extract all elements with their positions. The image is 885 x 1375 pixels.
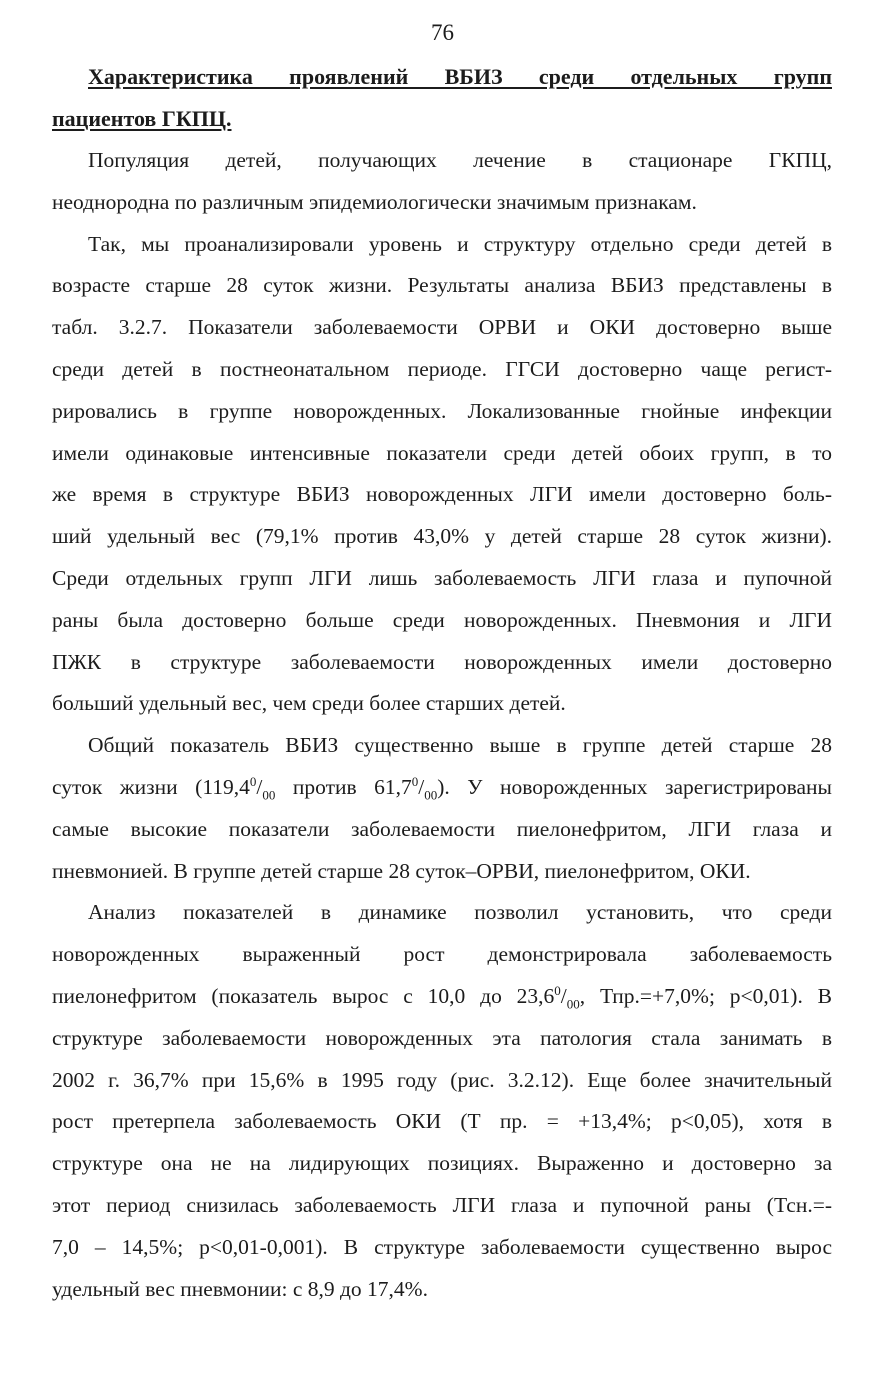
paragraph-2 <box>52 224 832 726</box>
text-line: структуре она не на лидирующих позициях. Выраженно и достоверно за <box>52 1151 832 1176</box>
text-line: неоднородна по различным эпидемиологически значимым признакам. <box>52 189 697 214</box>
text-segment: пиелонефритом (показатель вырос с 10,0 до 23,6 <box>52 983 555 1008</box>
section-heading <box>52 56 832 140</box>
text-segment: / <box>256 774 263 799</box>
text-line: рост претерпела заболеваемость ОКИ (Т пр. = +13,4%; p<0,05), хотя в <box>52 1109 832 1134</box>
subscript: 00 <box>424 787 438 803</box>
text-segment: / <box>560 983 567 1008</box>
body-text <box>52 140 832 1310</box>
section-heading-line-2: пациентов ГКПЦ. <box>52 106 232 131</box>
superscript: 0 <box>554 982 561 998</box>
superscript: 0 <box>411 773 419 789</box>
text-line-with-permille <box>52 976 832 1018</box>
text-segment: суток жизни (119,4 <box>52 774 250 799</box>
text-segment: против 61,7 <box>275 774 412 799</box>
text-line: среди детей в постнеонатальном периоде. ГГСИ достоверно чаще регист- <box>52 356 832 381</box>
paragraph-1 <box>52 140 832 224</box>
text-line: Общий показатель ВБИЗ существенно выше в группе детей старше 28 <box>88 733 832 758</box>
text-segment: , Тпр.=+7,0%; p<0,01). В <box>579 983 832 1008</box>
text-segment: ). У новорожденных зарегистрированы <box>437 774 832 799</box>
text-line: ПЖК в структуре заболеваемости новорожденных имели достоверно <box>52 649 832 674</box>
text-line: имели одинаковые интенсивные показатели среди детей обоих групп, в то <box>52 440 832 465</box>
text-line: больший удельный вес, чем среди более старших детей. <box>52 691 566 716</box>
text-line: удельный вес пневмонии: с 8,9 до 17,4%. <box>52 1276 428 1301</box>
text-line: Популяция детей, получающих лечение в стационаре ГКПЦ, <box>88 148 832 172</box>
text-line: самые высокие показатели заболеваемости пиелонефритом, ЛГИ глаза и <box>52 816 832 841</box>
text-line: ший удельный вес (79,1% против 43,0% у детей старше 28 суток жизни). <box>52 524 832 549</box>
text-line: Среди отдельных групп ЛГИ лишь заболеваемость ЛГИ глаза и пупочной <box>52 565 832 590</box>
page-number: 76 <box>431 20 454 45</box>
superscript: 0 <box>249 773 257 789</box>
text-line: 2002 г. 36,7% при 15,6% в 1995 году (рис. 3.2.12). Еще более значительный <box>52 1067 832 1092</box>
subscript: 00 <box>262 787 276 803</box>
text-line: рировались в группе новорожденных. Локализованные гнойные инфекции <box>52 398 832 423</box>
subscript: 00 <box>566 996 580 1012</box>
text-line: раны была достоверно больше среди новорожденных. Пневмония и ЛГИ <box>52 607 832 632</box>
paragraph-3 <box>52 725 832 892</box>
text-line: новорожденных выраженный рост демонстрировала заболеваемость <box>52 942 832 967</box>
text-line: же время в структуре ВБИЗ новорожденных ЛГИ имели достоверно боль- <box>52 482 832 507</box>
text-line-with-permille <box>52 767 832 809</box>
text-line: возрасте старше 28 суток жизни. Результаты анализа ВБИЗ представлены в <box>52 273 832 298</box>
text-line: структуре заболеваемости новорожденных эта патология стала занимать в <box>52 1025 832 1050</box>
text-line: этот период снизилась заболеваемость ЛГИ глаза и пупочной раны (Тсн.=- <box>52 1192 832 1217</box>
paragraph-4 <box>52 892 832 1310</box>
text-line: 7,0 – 14,5%; p<0,01-0,001). В структуре заболеваемости существенно вырос <box>52 1234 832 1259</box>
section-heading-line-1: Характеристика проявлений ВБИЗ среди отдельных групп <box>88 64 832 89</box>
text-segment: / <box>418 774 425 799</box>
text-line: пневмонией. В группе детей старше 28 суток–ОРВИ, пиелонефритом, ОКИ. <box>52 858 751 883</box>
text-line: Анализ показателей в динамике позволил установить, что среди <box>88 900 832 925</box>
text-line: табл. 3.2.7. Показатели заболеваемости ОРВИ и ОКИ достоверно выше <box>52 315 832 340</box>
text-line: Так, мы проанализировали уровень и структуру отдельно среди детей в <box>88 231 832 256</box>
